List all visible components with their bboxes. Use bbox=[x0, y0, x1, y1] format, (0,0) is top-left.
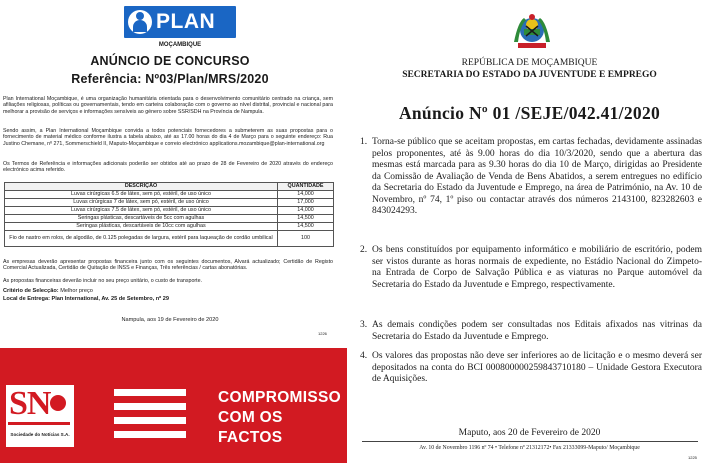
footer-divider bbox=[362, 441, 698, 442]
mozambique-emblem-icon bbox=[510, 12, 554, 52]
banner-stripes-decoration bbox=[114, 389, 186, 447]
plan-notice-title: ANÚNCIO DE CONCURSO bbox=[90, 54, 250, 68]
announcement-footer-address: Av. 10 de Novembro 1196 nº 74 • Telefone nº 21312172• Fax 21333099-Maputo/ Moçambique bbox=[419, 445, 640, 451]
seje-announcement bbox=[354, 0, 705, 463]
plan-paragraph-terms: Os Termos de Referência e informações adicionais poderão ser obtidos até ao prazo de 28 de Fevereiro de 2020 através do endereço electrónico acima referido. bbox=[3, 161, 333, 174]
item-text: Os bens constituídos por equipamento informático e mobiliário de escritório, podem ser vistos durante as horas normais de expediente, no Estádio Nacional do Zimpeto- na Entrada de Corpo de Salvação Pública e as viaturas no Parque automóvel da Secretaria do Estado da Juventude e Emprego, respectivamente. bbox=[372, 245, 702, 290]
announcement-item-3 bbox=[360, 320, 702, 343]
row-description: Luvas cirúrgicas 7.5 de látex, sem pó, estéril, de uso único bbox=[5, 207, 278, 215]
banner-slogan-line-2: COM OS FACTOS bbox=[218, 409, 283, 446]
plan-notice-reference: Referência: Nº03/Plan/MRS/2020 bbox=[71, 72, 269, 86]
row-description: Luvas cirúrgicas 6.5 de látex, sem pó, estéril, de uso único bbox=[5, 191, 278, 199]
sn-logo-underline bbox=[8, 422, 70, 425]
republic-heading: REPÚBLICA DE MOÇAMBIQUE bbox=[461, 58, 598, 68]
sn-logo-box bbox=[6, 385, 74, 447]
plan-notice-date: Nampula, aos 19 de Fevereiro de 2020 bbox=[121, 317, 219, 323]
row-description: Seringas plásticas, descartáveis de 5cc com agulhas bbox=[5, 215, 278, 223]
item-number: 3. bbox=[360, 320, 368, 330]
materials-table-header bbox=[5, 183, 334, 191]
selection-criteria bbox=[3, 288, 93, 294]
selection-criteria-value: Melhor preço bbox=[60, 288, 93, 294]
plan-paragraph-invitation: Sendo assim, a Plan International Moçambique convida a todos potenciais fornecedores a submeterem as suas propostas para o fornecimento de material médico conforme ilustra a tabela abaixo, até as 17.00 horas do dia 4 de Março para o seguinte endereço: Rua Justino Chemane, nº 271, Sommerschield II, Maputo-Moçambique e correio electrónico applications.mozambique@plan-international.org bbox=[3, 128, 333, 147]
row-quantity: 14,000 bbox=[278, 191, 334, 199]
plan-paragraph-documents: As empresas deverão apresentar propostas financeira junto com os seguintes documentos, Alvará actualizado; Certidão de Registo Comercial Actualizada, Certidão de Quitação de INSS e Finanças, Três referências / cartas abonatórias. bbox=[3, 259, 333, 272]
item-number: 1. bbox=[360, 137, 368, 147]
banner-slogan-line-1: COMPROMISSO bbox=[218, 389, 342, 406]
sn-logo-caption: Sociedade do Notícias S.A. bbox=[10, 432, 70, 437]
row-quantity: 14,500 bbox=[278, 223, 334, 231]
sn-logo-letters: SN bbox=[9, 385, 51, 422]
item-text: Os valores das propostas não deve ser inferiores ao de licitação e o mesmo deverá ser depositados na conta do BCI 000800000259843710180 – Unidade Gestora Executora de Aquisições. bbox=[372, 351, 702, 384]
plan-paragraph-intro: Plan International Moçambique, é uma organização humanitária orientada para o desenvolvimento comunitário centrado na criança, sem afiliações religiosas, políticas ou governamentais, tendo em carteira colaboração com o governo ao nível distrital, provincial e nacional para melhorar a provisão de serviços e informações sensíveis ao género sobre SSR/SDH na Província de Nampula. bbox=[3, 96, 333, 115]
column-header-quantity: QUANTIDADE bbox=[278, 183, 334, 191]
item-number: 2. bbox=[360, 245, 368, 255]
plan-logo-figure-head bbox=[136, 12, 144, 20]
table-row bbox=[5, 215, 334, 223]
materials-table bbox=[4, 182, 334, 247]
banner-slogan bbox=[218, 388, 343, 448]
row-quantity: 14,500 bbox=[278, 215, 334, 223]
announcement-item-1 bbox=[360, 137, 702, 218]
row-description: Luvas cirúrgicas 7 de látex, sem pó, estéril, de uso único bbox=[5, 199, 278, 207]
selection-criteria-label: Critério de Selecção: bbox=[3, 288, 59, 294]
plan-logo-figure-body bbox=[133, 20, 147, 32]
plan-logo bbox=[124, 6, 236, 38]
table-row bbox=[5, 207, 334, 215]
table-row bbox=[5, 199, 334, 207]
table-row bbox=[5, 223, 334, 231]
noticias-banner bbox=[0, 348, 347, 463]
plan-tender-notice bbox=[0, 0, 340, 340]
announcement-item-2 bbox=[360, 245, 702, 291]
table-row bbox=[5, 231, 334, 247]
item-number: 4. bbox=[360, 351, 368, 361]
item-text: As demais condições podem ser consultadas nos Editais afixados nas vitrinas da Secretaria do Estado da Juventude e Emprego. bbox=[372, 320, 702, 342]
delivery-location: Local de Entrega: Plan International, Av. 25 de Setembro, nº 29 bbox=[3, 296, 169, 302]
plan-paragraph-pricing: As propostas financeiras deverão incluir no seu preço unitário, o custo de transporte. bbox=[3, 278, 203, 284]
row-quantity: 14,000 bbox=[278, 207, 334, 215]
announcement-date: Maputo, aos 20 de Fevereiro de 2020 bbox=[458, 428, 601, 438]
column-header-description: DESCRIÇÃO bbox=[5, 183, 278, 191]
secretariat-heading: SECRETARIA DO ESTADO DA JUVENTUDE E EMPREGO bbox=[402, 70, 657, 80]
plan-logo-subtitle: MOÇAMBIQUE bbox=[158, 42, 202, 48]
sn-logo-dot-icon bbox=[50, 395, 66, 411]
item-text: Torna-se público que se aceitam propostas, em cartas fechadas, devidamente assinadas pelos proponentes, até às 9.00 horas do dia 10/3/2020, sendo que a abertura das mesmas está marcada para as 9.30 horas do dia 10 de Março, dirigidas ao Presidente da Comissão de Avaliação de Venda de Bens Abatidos, a serem entregues no edifício da Secretaria do Estado da Juventude e Emprego, na área de Património, na Av. 10 de Novembro, nº 74, 1º piso ou contactar através dos números 2143100, 823282603 e 843024293. bbox=[372, 137, 702, 216]
row-quantity: 17,000 bbox=[278, 199, 334, 207]
announcement-title: Anúncio Nº 01 /SEJE/042.41/2020 bbox=[398, 103, 661, 123]
row-description: Seringas plásticas, descartáveis de 10cc com agulhas bbox=[5, 223, 278, 231]
announcement-code: 1225 bbox=[688, 455, 697, 460]
plan-notice-code: 1226 bbox=[318, 331, 327, 336]
row-quantity: 100 bbox=[278, 231, 334, 247]
table-row bbox=[5, 191, 334, 199]
plan-logo-text: PLAN bbox=[156, 10, 216, 33]
row-description: Fio de nastro em rolos, de algodão, de 0.125 polegadas de largura, estéril para laqueação de cordão umbilical bbox=[5, 231, 278, 247]
announcement-item-4 bbox=[360, 351, 702, 386]
